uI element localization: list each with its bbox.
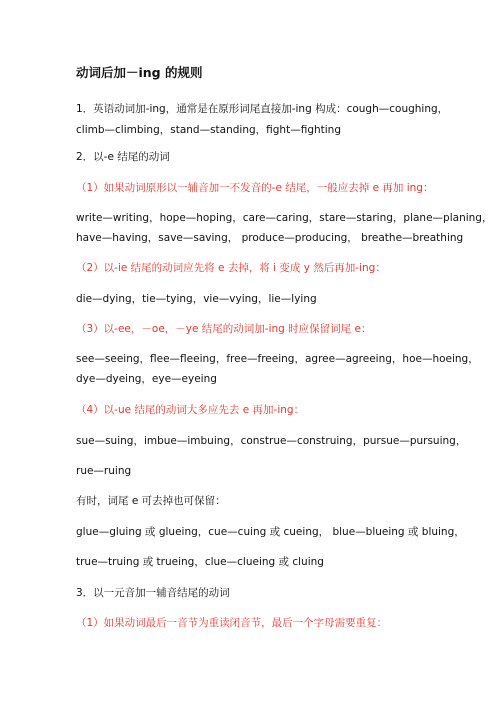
subrule-1-text: （1）如果动词原形以一辅音加一不发音的-e 结尾，一般应去掉 e 再加 ing： [76, 182, 434, 194]
rule-1-line-2: climb—climbing，stand—standing，fight—fighting [76, 124, 341, 136]
doc-title: 动词后加－ing 的规则 [76, 65, 203, 80]
subrule-2-examples: die—dying，tie—tying，vie—vying，lie—lying [76, 293, 317, 305]
section-2-heading: 2．以-e 结尾的动词 [76, 151, 170, 163]
section-3-heading: 3．以一元音加一辅音结尾的动词 [76, 587, 230, 599]
subrule-4-text: （4）以-ue 结尾的动词大多应先去 e 再加-ing： [76, 404, 305, 416]
subrule-2-text: （2）以-ie 结尾的动词应先将 e 去掉，将 i 变成 y 然后再加-ing： [76, 262, 386, 274]
subrule-1-examples-1: write—writing，hope—hoping，care—caring，stare—staring，plane—planing， [76, 212, 493, 224]
subrule-4-examples-2: rue—ruing [76, 465, 132, 477]
subrule-4-examples-1: sue—suing，imbue—imbuing，construe—construing，pursue—pursuing， [76, 435, 467, 447]
rule-1-line-1: 1．英语动词加-ing，通常是在原形词尾直接加-ing 构成：cough—coughing， [76, 103, 449, 115]
subrule-4-note-examples-1: glue—gluing 或 glueing，cue—cuing 或 cueing， blue—blueing 或 bluing， [76, 526, 465, 538]
subrule-4-note: 有时，词尾 e 可去掉也可保留： [76, 495, 226, 507]
subrule-4-note-examples-2: true—truing 或 trueing，clue—clueing 或 cluing [76, 556, 324, 568]
subrule-3-examples-2: dye—dyeing，eye—eyeing [76, 373, 217, 385]
section-3-subrule-1-text: （1）如果动词最后一音节为重读闭音节，最后一个字母需要重复： [76, 617, 388, 629]
subrule-3-examples-1: see—seeing，flee—fleeing，free—freeing，agree—agreeing，hoe—hoeing， [76, 353, 479, 365]
subrule-1-examples-2: have—having，save—saving， produce—producing， breathe—breathing [76, 232, 464, 244]
subrule-3-text: （3）以-ee，－oe，－ye 结尾的动词加-ing 时应保留词尾 e： [76, 323, 372, 335]
